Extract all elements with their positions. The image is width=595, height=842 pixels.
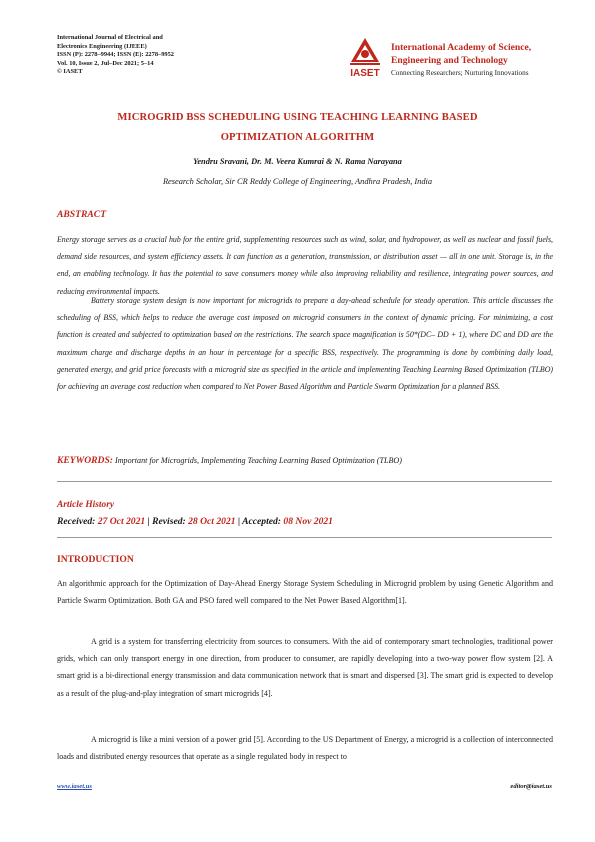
journal-name-line-1: International Journal of Electrical and	[57, 34, 163, 41]
org-tagline: Connecting Researchers; Nurturing Innovations	[391, 69, 529, 77]
divider-top	[57, 481, 552, 482]
abstract-paragraph-2: Battery storage system design is now important for microgrids to prepare a day-ahead schedule for steady operation. This article discusses the scheduling of BSS, which helps to reduce the average cost imposed on microgrid consumers in the context of dynamic pricing. For minimizing, a cost function is created and subjected to optimization based on the restrictions. The search space magnification is 50*(DC– DD + 1), where DC and DD are the maximum charge and discharge depths in an hour in percentage for a specific BSS, respectively. The programming is done by combining daily load, generated energy, and grid price forecasts with a microgrid size as specified in the article and implementing Teaching Learning Based Optimization (TLBO) for achieving an average cost reduction when compared to Net Power Based Algorithm and Particle Swarm Optimization for a planned BSS.	[57, 296, 553, 392]
footer-website-link[interactable]: www.iaset.us	[57, 783, 92, 790]
divider-bottom	[57, 537, 552, 538]
iaset-logo-icon	[342, 36, 388, 82]
received-date: 27 Oct 2021	[97, 516, 146, 527]
paper-authors: Yendru Sravani, Dr. M. Veera Kumrai & N. Rama Narayana	[193, 157, 402, 166]
intro-paragraph-3: A microgrid is like a mini version of a power grid [5]. According to the US Department of Energy, a microgrid is a collection of interconnected loads and distributed energy resources that operate as a single regulated body in respect to	[57, 735, 553, 762]
date-separator-2: |	[235, 516, 243, 527]
revised-date: 28 Oct 2021	[188, 516, 236, 527]
date-separator-1: |	[145, 516, 153, 527]
accepted-label: Accepted:	[242, 516, 281, 527]
logo-text: IASET	[350, 68, 380, 79]
journal-volume: Vol. 10, Issue 2, Jul–Dec 2021; 5–14	[57, 59, 154, 67]
paper-title-line-2: OPTIMIZATION ALGORITHM	[220, 132, 375, 143]
org-branding	[391, 42, 531, 78]
intro-paragraph-2: A grid is a system for transferring electricity from sources to consumers. With the aid of contemporary smart technologies, traditional power grids, which can only transport energy in one direction, from producer to consumer, are rapidly developing into a two-way power flow system [2]. A smart grid is a bi-directional energy transmission and data communication network that is smart and dispersed [3]. The smart grid is expected to develop as a result of the plug-and-play integration of smart microgrids [4].	[57, 637, 553, 698]
article-history-dates	[57, 516, 333, 527]
received-label: Received:	[57, 516, 96, 527]
org-name-line-2: Engineering and Technology	[391, 54, 508, 66]
paper-affiliation: Research Scholar, Sir CR Reddy College of Engineering, Andhra Pradesh, India	[162, 177, 433, 186]
keywords	[57, 455, 402, 466]
revised-label: Revised:	[152, 516, 186, 527]
article-history-heading: Article History	[57, 500, 115, 510]
introduction-heading: INTRODUCTION	[57, 554, 134, 565]
abstract-paragraph-1: Energy storage serves as a crucial hub for the entire grid, supplementing resources such as wind, solar, and hydropower, as well as nuclear and fossil fuels, demand side resources, and system efficiency assets. It can function as a generation, transmission, or distribution asset — all in one unit. Storage is, in the end, an enabling technology. It has the potential to save consumers money while also improving reliability and resilience, integrating power sources, and reducing environmental impacts.	[57, 235, 553, 296]
journal-issn: ISSN (P): 2278–9944; ISSN (E): 2278–9952	[57, 51, 174, 59]
keywords-label: KEYWORDS:	[57, 455, 113, 466]
keywords-text: Important for Microgrids, Implementing Teaching Learning Based Optimization (TLBO)	[115, 456, 402, 465]
journal-copyright: © IASET	[57, 68, 83, 76]
abstract-heading: ABSTRACT	[57, 209, 107, 220]
org-name-line-1: International Academy of Science,	[391, 42, 532, 53]
journal-info	[57, 34, 174, 77]
accepted-date: 08 Nov 2021	[283, 516, 333, 527]
paper-title-line-1: MICROGRID BSS SCHEDULING USING TEACHING LEARNING BASED	[117, 112, 478, 123]
journal-name-line-2: Electronics Engineering (IJEEE)	[57, 42, 147, 50]
footer-email: editor@iaset.us	[510, 783, 552, 790]
intro-paragraph-1: An algorithmic approach for the Optimization of Day-Ahead Energy Storage System Scheduling in Microgrid problem by using Genetic Algorithm and Particle Swarm Optimization. Both GA and PSO fared well compared to the Net Power Based Algorithm[1].	[57, 579, 553, 606]
